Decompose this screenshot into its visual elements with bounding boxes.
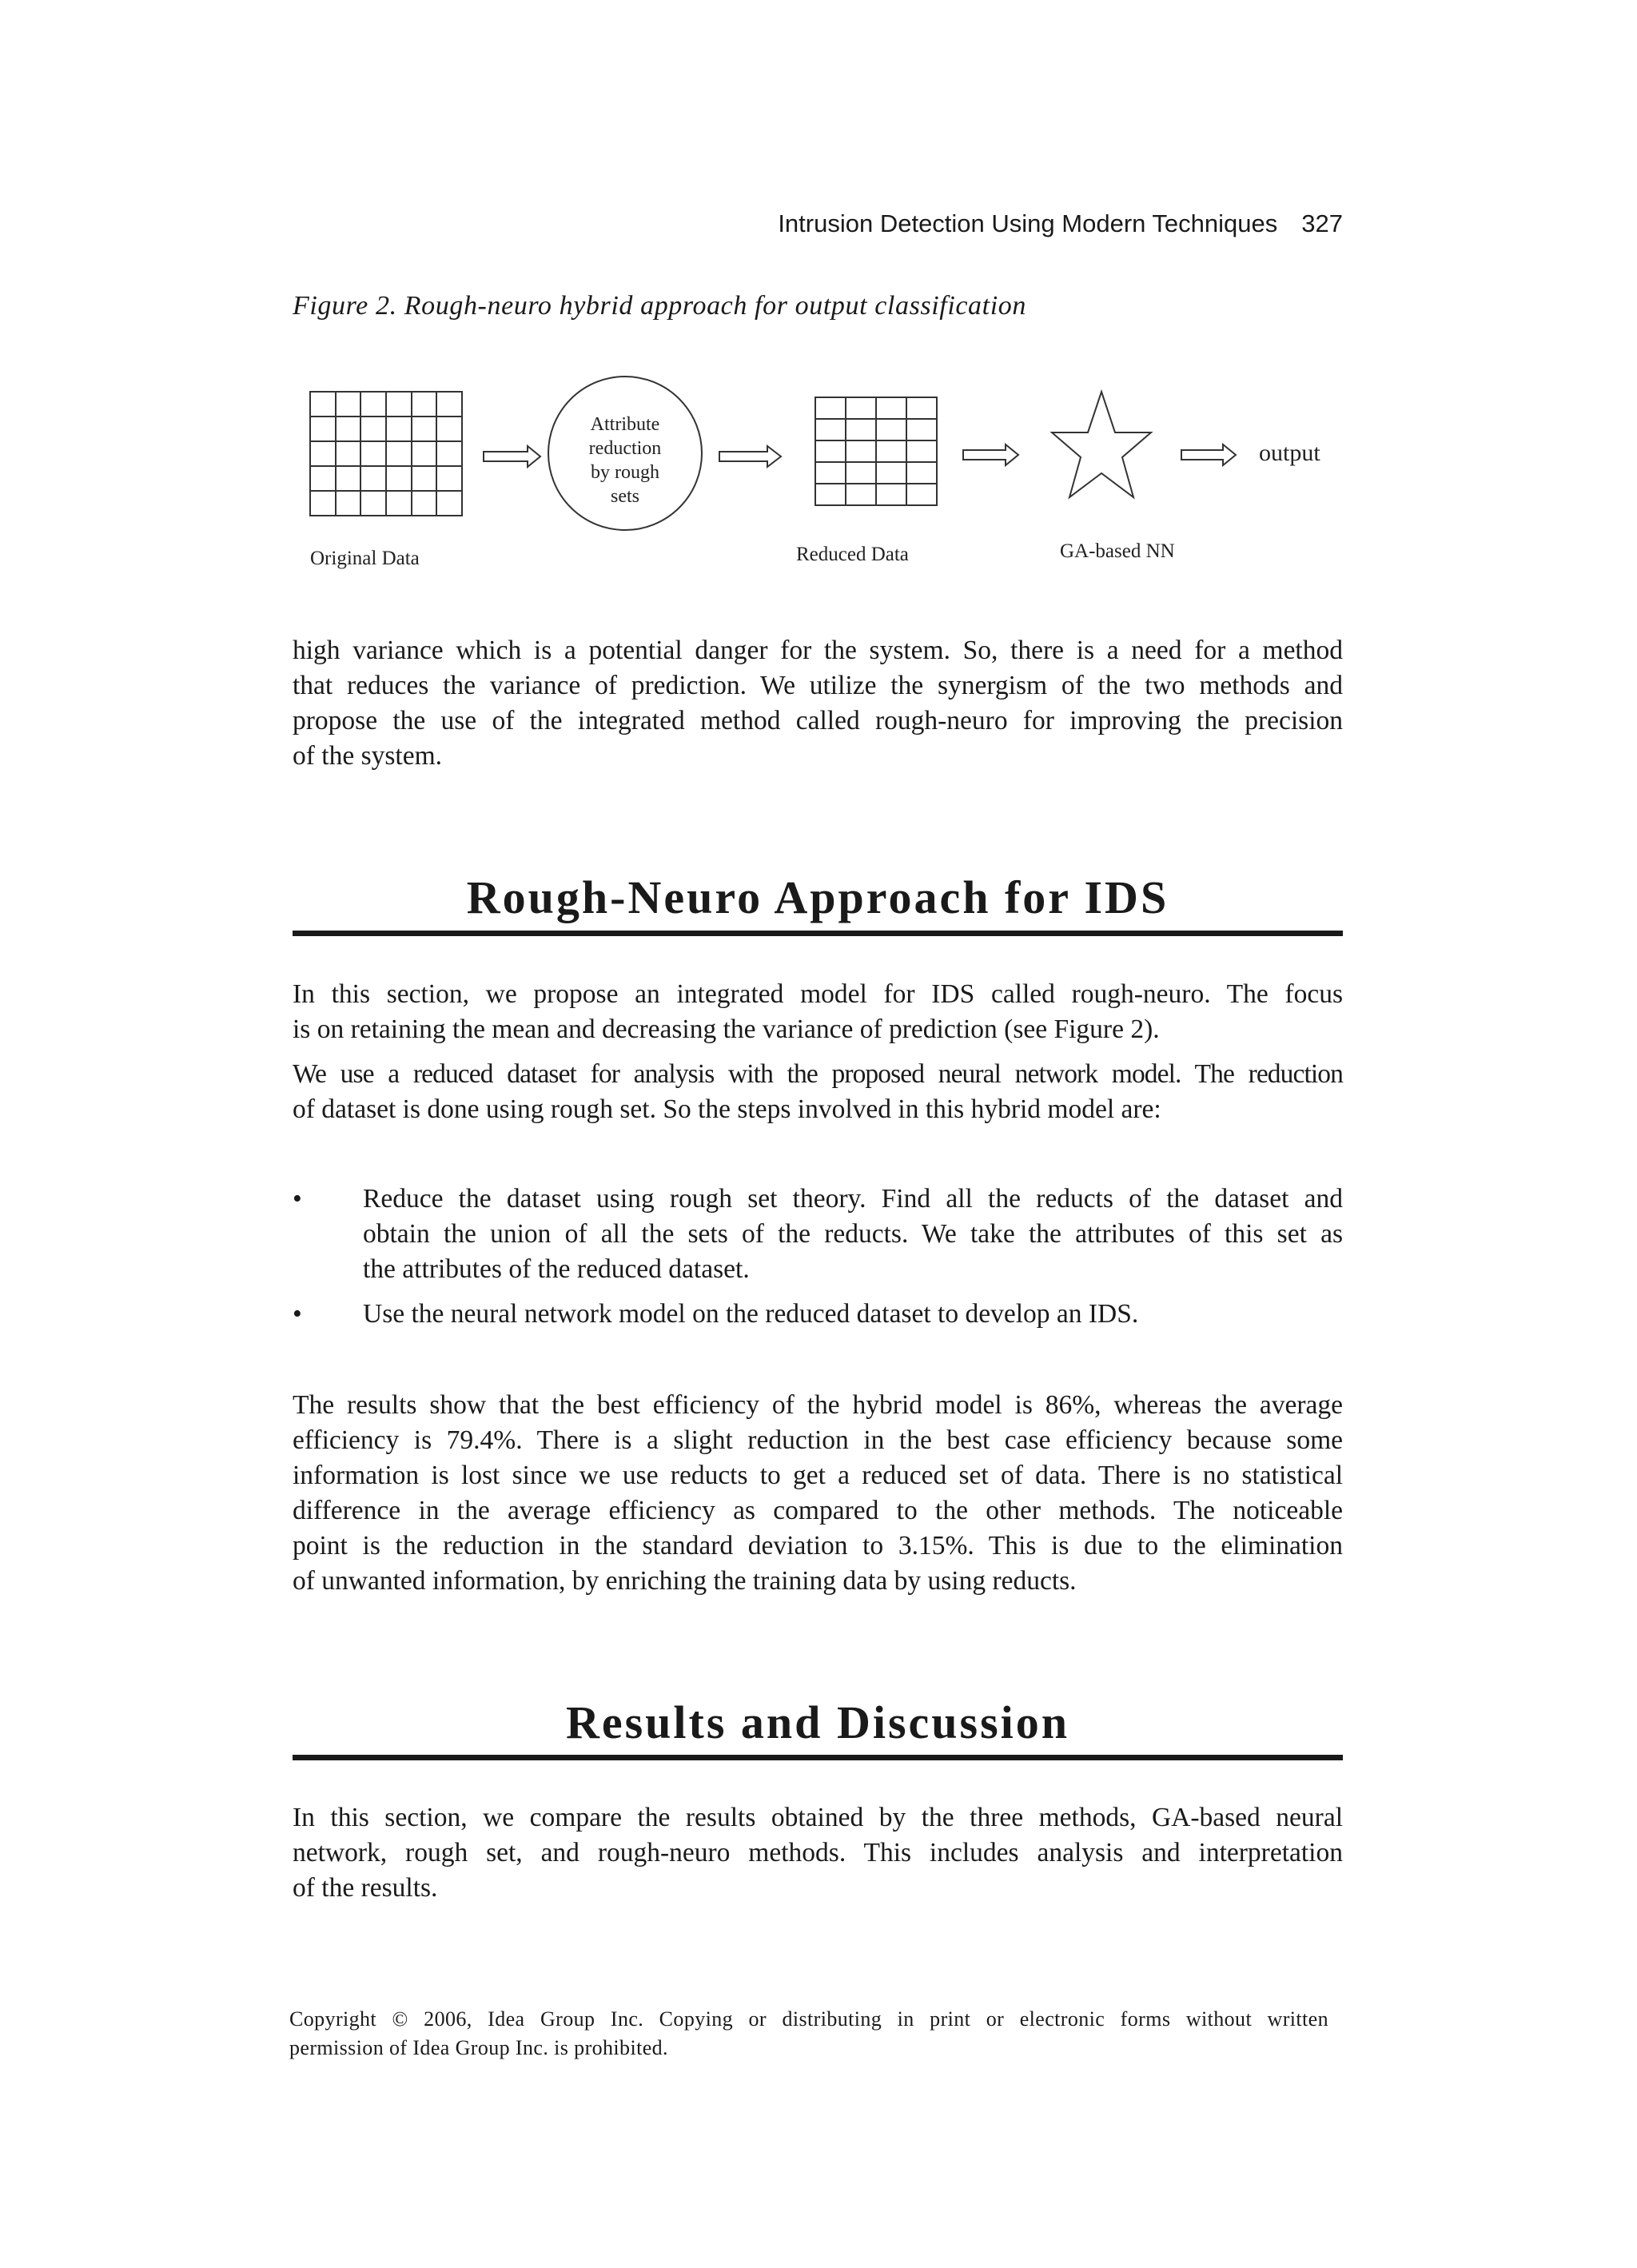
- footer-line: permission of Idea Group Inc. is prohibited.: [289, 2036, 668, 2059]
- ga-based-nn-label: GA-based NN: [1060, 540, 1175, 562]
- figure-diagram: [0, 0, 1637, 608]
- figure-caption: Figure 2. Rough-neuro hybrid approach for output classification: [293, 291, 1026, 321]
- reduced-data-label: Reduced Data: [796, 544, 909, 565]
- page-number: 327: [1301, 209, 1343, 237]
- text-line: information is lost since we use reducts to get a reduced set of data. There is no statistical: [293, 1461, 1343, 1490]
- paragraph-section2-1: [293, 1800, 1343, 1906]
- arrow-2-icon: [719, 446, 781, 467]
- section-heading-rough-neuro: Rough-Neuro Approach for IDS: [466, 871, 1169, 923]
- paragraph-section1-3: [293, 1388, 1343, 1599]
- list-item: [293, 1182, 1343, 1287]
- text-line: of the system.: [293, 741, 443, 771]
- attribute-reduction-line-2: reduction: [588, 438, 662, 459]
- original-data-label: Original Data: [310, 548, 420, 569]
- bullet-icon: •: [293, 1299, 302, 1329]
- text-line: of unwanted information, by enriching the training data by using reducts.: [293, 1566, 1077, 1596]
- text-line: high variance which is a potential danger for the system. So, there is a need for a method: [293, 636, 1343, 665]
- text-line: efficiency is 79.4%. There is a slight reduction in the best case efficiency because some: [293, 1425, 1343, 1455]
- running-head-title: Intrusion Detection Using Modern Techniques: [778, 209, 1278, 237]
- arrow-3-icon: [963, 444, 1018, 465]
- text-line: of dataset is done using rough set. So the steps involved in this hybrid model are:: [293, 1094, 1161, 1124]
- paragraph-section1-1: [293, 977, 1343, 1047]
- text-line: The results show that the best efficiency of the hybrid model is 86%, whereas the average: [293, 1390, 1343, 1420]
- text-line: We use a reduced dataset for analysis with the proposed neural network model. The reduction: [293, 1059, 1343, 1089]
- arrow-4-icon: [1181, 444, 1236, 465]
- text-line: In this section, we propose an integrated model for IDS called rough-neuro. The focus: [293, 979, 1343, 1009]
- text-line: obtain the union of all the sets of the reducts. We take the attributes of this set as: [363, 1219, 1343, 1249]
- list-item: [293, 1297, 1343, 1332]
- text-line: the attributes of the reduced dataset.: [363, 1254, 750, 1284]
- bullet-icon: •: [293, 1184, 302, 1214]
- arrow-1-icon: [484, 446, 540, 467]
- reduced-data-grid: [815, 397, 937, 505]
- text-line: that reduces the variance of prediction. We utilize the synergism of the two methods and: [293, 671, 1343, 700]
- paragraph-intro: [293, 633, 1343, 774]
- copyright-footer: [289, 2005, 1328, 2063]
- heading-rule: [293, 931, 1343, 936]
- attribute-reduction-line-4: sets: [611, 486, 639, 507]
- star-icon: [1052, 392, 1151, 497]
- steps-list: [293, 1182, 1343, 1332]
- text-line: propose the use of the integrated method called rough-neuro for improving the precision: [293, 706, 1343, 735]
- text-line: In this section, we compare the results obtained by the three methods, GA-based neural: [293, 1803, 1343, 1832]
- text-line: Use the neural network model on the reduced dataset to develop an IDS.: [363, 1299, 1139, 1329]
- text-line: of the results.: [293, 1873, 438, 1903]
- output-label: output: [1259, 440, 1320, 466]
- text-line: point is the reduction in the standard deviation to 3.15%. This is due to the elimination: [293, 1531, 1343, 1560]
- attribute-reduction-line-1: Attribute: [590, 414, 660, 435]
- text-line: network, rough set, and rough-neuro methods. This includes analysis and interpretation: [293, 1838, 1343, 1867]
- attribute-reduction-line-3: by rough: [591, 462, 659, 483]
- paragraph-section1-2: [293, 1057, 1343, 1127]
- text-line: Reduce the dataset using rough set theory. Find all the reducts of the dataset and: [363, 1184, 1343, 1214]
- footer-line: Copyright © 2006, Idea Group Inc. Copying or distributing in print or electronic forms without written: [289, 2007, 1328, 2031]
- text-line: difference in the average efficiency as compared to the other methods. The noticeable: [293, 1496, 1343, 1525]
- heading-rule: [293, 1755, 1343, 1760]
- original-data-grid: [310, 392, 462, 516]
- section-heading-results: Results and Discussion: [565, 1696, 1070, 1748]
- text-line: is on retaining the mean and decreasing the variance of prediction (see Figure 2).: [293, 1014, 1160, 1044]
